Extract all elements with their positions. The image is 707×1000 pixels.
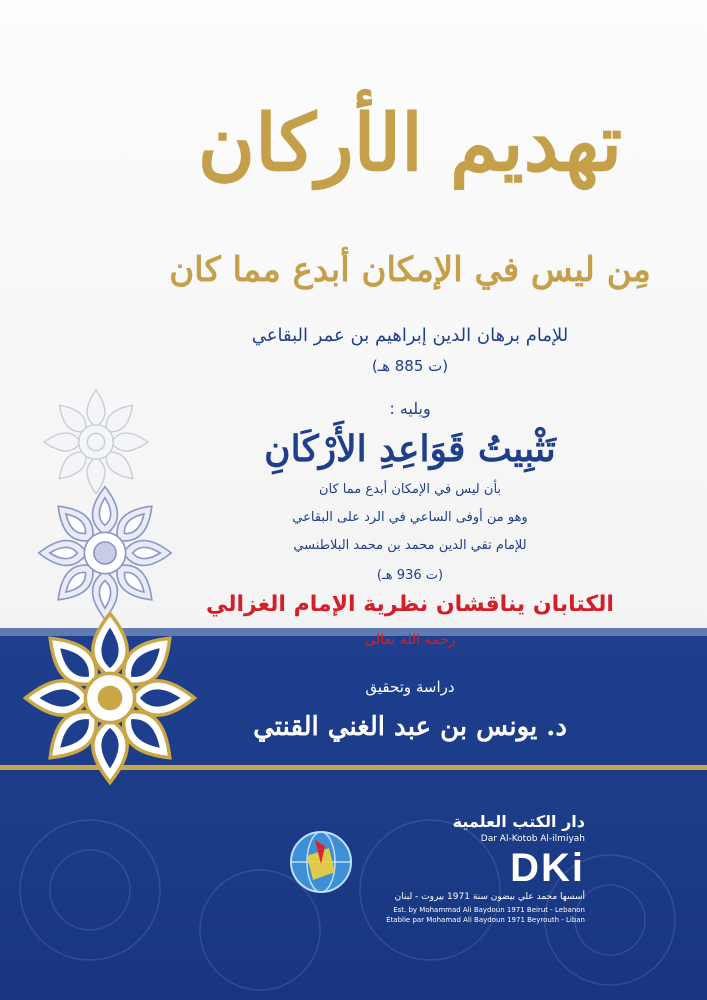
theme-blessing: رحمه الله تعالى [364, 632, 456, 648]
second-subtitle-b: وهو من أوفى الساعي في الرد على البقاعي [292, 510, 528, 525]
editor-name: د. يونس بن عبد الغني القنتي [253, 712, 567, 742]
second-author-date: (ت 936 هـ) [376, 568, 444, 583]
second-author: للإمام تقي الدين محمد بن محمد البلاطنسي [293, 538, 527, 553]
publisher-block [285, 812, 585, 932]
publisher-name-ar: دار الكتب العلمية [452, 812, 585, 831]
follows-label: ويليه : [389, 399, 431, 418]
subtitle: مِن ليس في الإمكان أبدع مما كان [169, 250, 651, 290]
publisher-established-en: Est. by Mohammad Ali Baydoun 1971 Beirut - Lebanon [393, 906, 585, 914]
publisher-name-en: Dar Al-Kotob Al-ilmiyah [480, 834, 585, 844]
publisher-established-fr: Établie par Mohamad Ali Baydoun 1971 Beyrouth - Liban [386, 916, 585, 924]
second-title: تَثْبِيتُ قَوَاعِدِ الأَرْكَانِ [264, 428, 556, 470]
author-date: (ت 885 هـ) [371, 357, 449, 375]
globe-logo-icon [285, 826, 357, 898]
main-title: تهديم الأركان [197, 98, 623, 189]
publisher-established-ar: أسسها محمد علي بيضون سنة 1971 بيروت - لبنان [394, 892, 585, 902]
author-line: للإمام برهان الدين إبراهيم بن عمر البقاعي [251, 325, 569, 346]
study-label: دراسة وتحقيق [365, 678, 455, 696]
second-subtitle-a: بأن ليس في الإمكان أبدع مما كان [318, 482, 502, 497]
theme-line: الكتابان يناقشان نظرية الإمام الغزالي [206, 592, 614, 617]
publisher-logo-text: DKi [510, 846, 585, 890]
